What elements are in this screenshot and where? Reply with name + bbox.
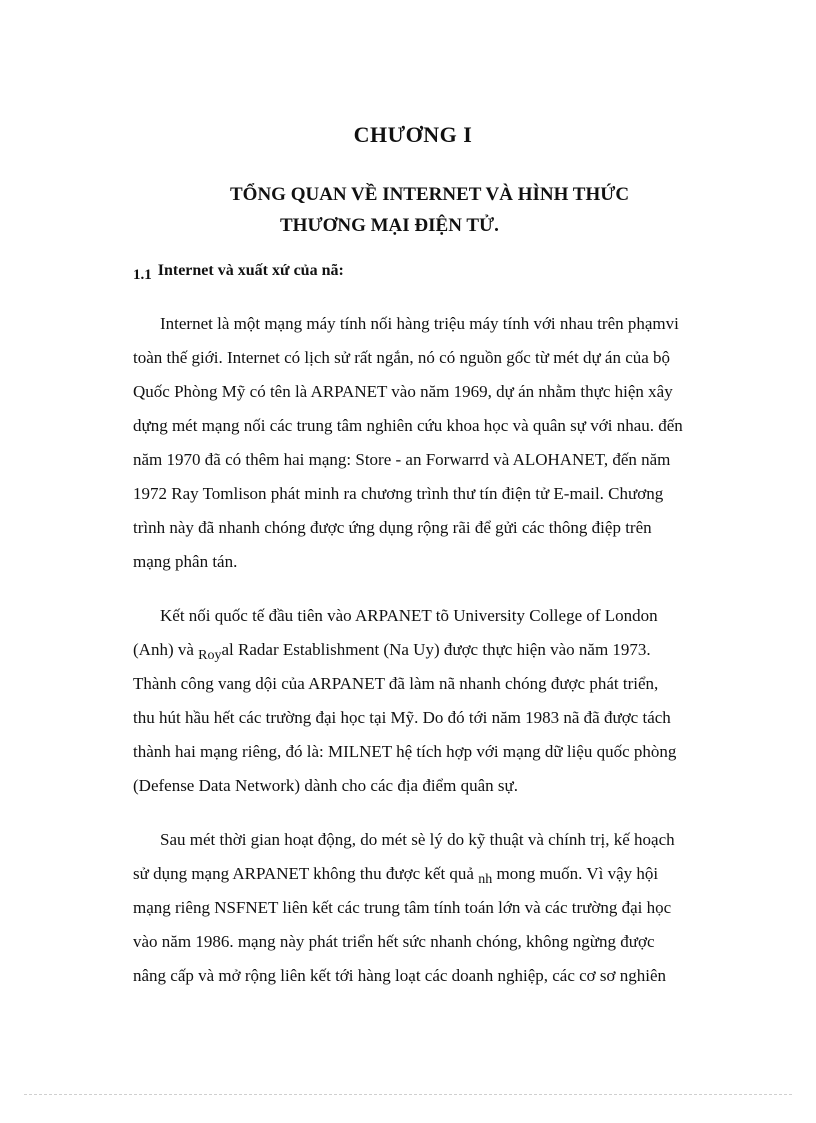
chapter-title-line-1: TỔNG QUAN VỀ INTERNET VÀ HÌNH THỨC bbox=[230, 184, 630, 205]
paragraph-1-line: 1972 Ray Tomlison phát minh ra chương trình thư tín điện tử E-mail. Chương bbox=[133, 484, 664, 503]
paragraph-3-line bbox=[133, 864, 659, 887]
paragraph-2-line: Thành công vang dội của ARPANET đã làm nã nhanh chóng được phát triển, bbox=[133, 674, 659, 693]
section-number: 1.1 bbox=[133, 267, 152, 283]
paragraph-1-line: Quốc Phòng Mỹ có tên là ARPANET vào năm 1969, dự án nhằm thực hiện xây bbox=[133, 382, 673, 401]
paragraph-1-line: dựng mét mạng nối các trung tâm nghiên cứu khoa học và quân sự với nhau. đến bbox=[133, 416, 683, 435]
paragraph-3-line: mạng riêng NSFNET liên kết các trung tâm tính toán lớn và các trường đại học bbox=[133, 898, 672, 917]
chapter-title-line-2: THƯƠNG MẠI ĐIỆN TỬ. bbox=[280, 215, 499, 236]
paragraph-1-line: mạng phân tán. bbox=[133, 552, 238, 571]
paragraph-3-line: nâng cấp và mở rộng liên kết tới hàng loạt các doanh nghiệp, các cơ sơ nghiên bbox=[133, 966, 667, 985]
paragraph-2-text: (Anh) và bbox=[133, 640, 199, 659]
paragraph-2-line: thành hai mạng riêng, đó là: MILNET hệ tích hợp với mạng dữ liệu quốc phòng bbox=[133, 742, 677, 761]
paragraph-1-line: Internet là một mạng máy tính nối hàng triệu máy tính với nhau trên phạmvi bbox=[160, 314, 679, 333]
paragraph-2-line: thu hút hầu hết các trường đại học tại Mỹ. Do đó tới năm 1983 nã đã được tách bbox=[133, 708, 671, 727]
section-heading bbox=[133, 262, 344, 283]
paragraph-3-subscript-text: nh bbox=[478, 872, 493, 887]
page-bottom-divider bbox=[24, 1094, 792, 1095]
paragraph-1-line: năm 1970 đã có thêm hai mạng: Store - an Forwarrd và ALOHANET, đến năm bbox=[133, 450, 671, 469]
paragraph-2-text: al Radar Establishment (Na Uy) được thực hiện vào năm 1973. bbox=[221, 640, 651, 659]
paragraph-2-line: (Defense Data Network) dành cho các địa điểm quân sự. bbox=[133, 776, 518, 795]
section-title: Internet và xuất xứ của nã: bbox=[157, 262, 344, 279]
paragraph-3-line: Sau mét thời gian hoạt động, do mét sè lý do kỹ thuật và chính trị, kế hoạch bbox=[160, 830, 675, 849]
paragraph-2-line bbox=[133, 640, 651, 663]
paragraph-3-text: sử dụng mạng ARPANET không thu được kết quả bbox=[133, 864, 479, 883]
paragraph-1-line: toàn thế giới. Internet có lịch sử rất ngắn, nó có nguồn gốc từ mét dự án của bộ bbox=[133, 348, 671, 367]
paragraph-3-line: vào năm 1986. mạng này phát triển hết sức nhanh chóng, không ngừng được bbox=[133, 932, 655, 951]
paragraph-2-line: Kết nối quốc tế đầu tiên vào ARPANET tõ University College of London bbox=[160, 606, 658, 625]
paragraph-3-text: mong muốn. Vì vậy hội bbox=[492, 864, 659, 883]
paragraph-2-subscript-text: Roy bbox=[198, 648, 222, 663]
chapter-heading: CHƯƠNG I bbox=[353, 122, 473, 147]
paragraph-1-line: trình này đã nhanh chóng được ứng dụng rộng rãi để gửi các thông điệp trên bbox=[133, 518, 652, 537]
